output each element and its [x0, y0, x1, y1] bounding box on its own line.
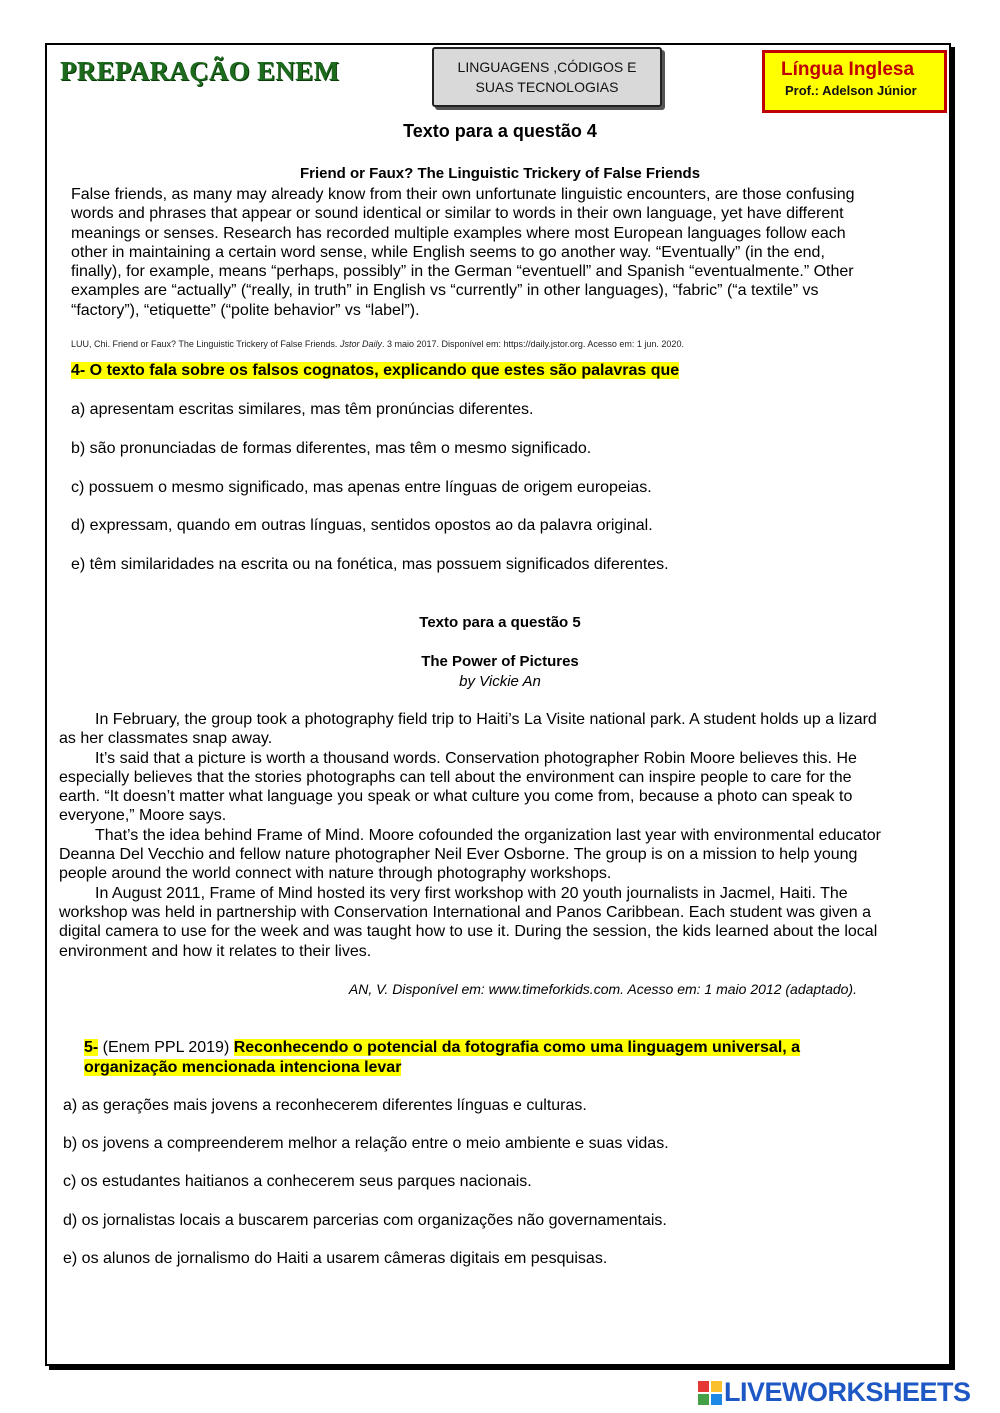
q4-line: words and phrases that appear or sound identical or similar to words in their own language, yet have different: [71, 205, 844, 223]
grid-cell-blue: [711, 1394, 722, 1405]
q5-paragraph: In August 2011, Frame of Mind hosted its very first workshop with 20 youth journalists in Jacmel, Haiti. The workshop was held in partnership with Conservation International and Panos Caribbean. Each student was given a digital camera to use for the week and was taught how to use it. During the session, the kids learned about the local environment and how it relates to their lives.: [59, 884, 878, 960]
q5-question-line1: Reconhecendo o potencial da fotografia como uma linguagem universal, a: [233, 1039, 801, 1056]
q4-line: “factory”), “etiquette” (“polite behavior” vs “label”).: [71, 301, 420, 319]
grid-cell-red: [698, 1381, 709, 1392]
q4-option-c[interactable]: c) possuem o mesmo significado, mas apenas entre línguas de origem europeias.: [71, 479, 652, 496]
q5-article-title: The Power of Pictures: [421, 653, 579, 670]
q5-option-e[interactable]: e) os alunos de jornalismo do Haiti a usarem câmeras digitais em pesquisas.: [63, 1250, 608, 1267]
area-label-line1: LINGUAGENS ,CÓDIGOS E: [457, 59, 637, 75]
q5-question-number: 5-: [84, 1039, 99, 1056]
q4-question-text: 4- O texto fala sobre os falsos cognatos, explicando que estes são palavras que: [71, 362, 680, 379]
area-label-box: [432, 47, 662, 107]
q4-reference-b: . 3 maio 2017. Disponível em: https://daily.jstor.org. Acesso em: 1 jun. 2020.: [381, 339, 684, 349]
q5-byline: by Vickie An: [459, 673, 541, 690]
q4-option-e[interactable]: e) têm similaridades na escrita ou na fonética, mas possuem significados diferentes.: [71, 556, 669, 573]
q4-reference: [71, 339, 941, 349]
q4-question: [71, 362, 679, 380]
liveworksheets-text: LIVEWORKSHEETS: [724, 1377, 971, 1407]
q5-citation: AN, V. Disponível em: www.timeforkids.com. Acesso em: 1 maio 2012 (adaptado).: [348, 981, 857, 997]
q4-line: examples are “actually” (“really, in truth” in English vs “currently” in other languages), “fabric” (“a textile” vs: [71, 282, 819, 300]
q5-section-title: Texto para a questão 5: [419, 614, 581, 631]
q5-paragraph: In February, the group took a photography field trip to Haiti’s La Visite national park. A student holds up a lizard as her classmates snap away.: [59, 711, 877, 748]
teacher-label: Prof.: Adelson Júnior: [785, 83, 917, 98]
q5-paragraph: That’s the idea behind Frame of Mind. Moore cofounded the organization last year with environmental educator Deanna Del Vecchio and fellow nature photographer Neil Ever Osborne. The group is on a mission to help young people around the world connect with nature through photography workshops.: [59, 826, 881, 883]
q4-reference-journal: Jstor Daily: [339, 339, 382, 349]
liveworksheets-logo[interactable]: [698, 1377, 971, 1408]
q4-line: False friends, as many may already know from their own unfortunate linguistic encounters, are those confusing: [71, 186, 855, 203]
q4-option-b[interactable]: b) são pronunciadas de formas diferentes, mas têm o mesmo significado.: [71, 440, 592, 457]
q5-question: [84, 1038, 864, 1078]
brand-title: PREPARAÇÃO ENEM: [60, 56, 340, 86]
q4-article-title: Friend or Faux? The Linguistic Trickery of False Friends: [299, 165, 701, 182]
q5-question-line2: organização mencionada intenciona levar: [84, 1059, 402, 1076]
q5-paragraph: It’s said that a picture is worth a thousand words. Conservation photographer Robin Moore believes this. He especially believes that the stories photographs can tell about the environment can inspire people to care for the earth. “It doesn’t matter what language you speak or what culture you come from, because a photo can speak to everyone,” Moore says.: [59, 749, 857, 825]
liveworksheets-grid-icon: [698, 1381, 722, 1405]
q4-line: meanings or senses. Research has recorded multiple examples where most European languages follow each: [71, 224, 846, 242]
grid-cell-green: [698, 1394, 709, 1405]
subject-label: Língua Inglesa: [781, 59, 915, 80]
q5-option-c[interactable]: c) os estudantes haitianos a conhecerem seus parques nacionais.: [63, 1173, 532, 1190]
q4-option-a[interactable]: a) apresentam escritas similares, mas têm pronúncias diferentes.: [71, 401, 534, 418]
q4-line: other in maintaining a certain word sense, while English seems to go another way. “Eventually” (in the end,: [71, 243, 825, 261]
area-label-line2: SUAS TECNOLOGIAS: [475, 79, 619, 95]
q4-section-title: Texto para a questão 4: [403, 121, 597, 141]
q4-option-d[interactable]: d) expressam, quando em outras línguas, sentidos opostos ao da palavra original.: [71, 517, 653, 534]
q5-question-source: (Enem PPL 2019): [98, 1039, 234, 1056]
q5-option-a[interactable]: a) as gerações mais jovens a reconhecerem diferentes línguas e culturas.: [63, 1097, 587, 1114]
q5-option-b[interactable]: b) os jovens a compreenderem melhor a relação entre o meio ambiente e suas vidas.: [63, 1135, 669, 1152]
q4-article-body: [71, 185, 951, 320]
subject-box: [762, 50, 947, 113]
q4-line: finally), for example, means “perhaps, possibly” in the German “eventuell” and Spanish “eventualmente.” Other: [71, 263, 854, 281]
q5-article-body: [59, 710, 881, 961]
grid-cell-yellow: [711, 1381, 722, 1392]
q5-option-d[interactable]: d) os jornalistas locais a buscarem parcerias com organizações não governamentais.: [63, 1212, 667, 1229]
q4-reference-a: LUU, Chi. Friend or Faux? The Linguistic Trickery of False Friends.: [71, 339, 340, 349]
